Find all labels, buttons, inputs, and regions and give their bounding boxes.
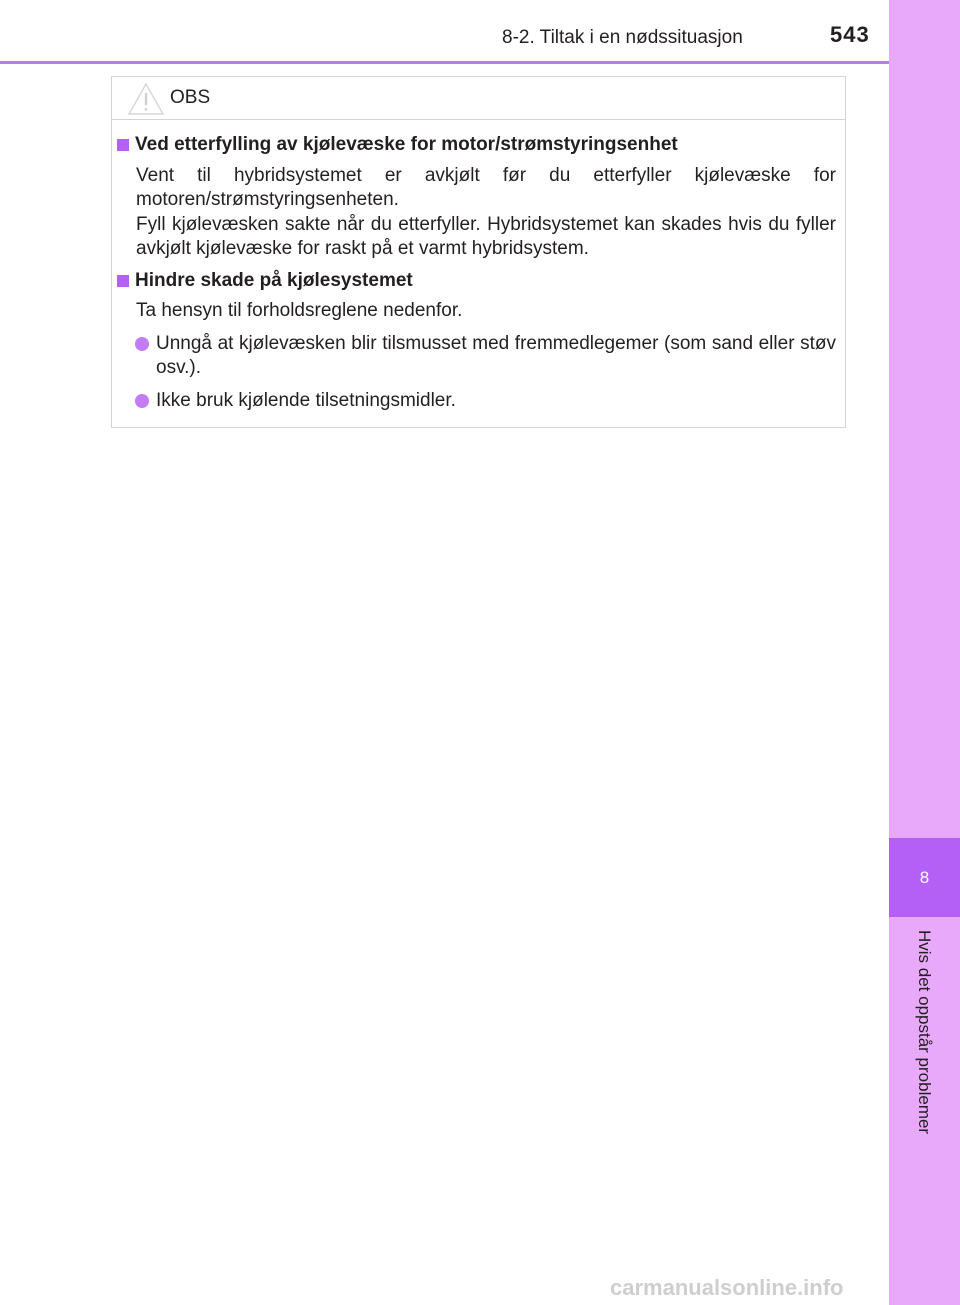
section-title-text: Ved etterfylling av kjølevæske for motor/strømstyringsenhet xyxy=(135,134,678,155)
list-item xyxy=(135,389,836,414)
round-bullet-icon xyxy=(135,337,149,351)
paragraph: Vent til hybridsystemet er avkjølt før du etterfyller kjølevæske for motoren/strømstyringsenheten. xyxy=(136,164,836,210)
warning-triangle-icon xyxy=(128,83,164,120)
section-title-text: Hindre skade på kjølesystemet xyxy=(135,269,413,291)
header-title: 8-2. Tiltak i en nødssituasjon xyxy=(502,27,743,48)
page-number: 543 xyxy=(830,22,870,47)
section-refill-coolant xyxy=(112,133,845,262)
chapter-number[interactable]: 8 xyxy=(889,838,960,917)
list-item-text: Unngå at kjølevæsken blir tilsmusset med fremmedlegemer (som sand eller støv osv.). xyxy=(156,332,836,378)
list-item-text: Ikke bruk kjølende tilsetningsmidler. xyxy=(156,389,456,411)
paragraph: Ta hensyn til forholdsreglene nedenfor. xyxy=(136,300,463,321)
square-bullet-icon xyxy=(117,139,129,151)
round-bullet-icon xyxy=(135,394,149,408)
section-prevent-damage xyxy=(112,269,845,414)
caution-label: OBS xyxy=(170,87,211,108)
caution-header xyxy=(112,77,845,120)
section-title xyxy=(117,269,845,294)
section-body xyxy=(136,299,836,324)
paragraph: Fyll kjølevæsken sakte når du etterfyller. Hybridsystemet kan skades hvis du fyller avkjølt kjølevæske for raskt på et varmt hybridsystem. xyxy=(136,213,836,259)
chapter-title: Hvis det oppstår problemer xyxy=(915,930,934,1135)
section-body xyxy=(136,164,836,262)
caution-box xyxy=(111,76,846,428)
square-bullet-icon xyxy=(117,275,129,287)
caution-content xyxy=(112,133,845,420)
section-title xyxy=(117,133,845,158)
list-item xyxy=(135,332,836,381)
watermark: carmanualsonline.info xyxy=(610,1275,844,1300)
header-rule xyxy=(0,61,889,64)
